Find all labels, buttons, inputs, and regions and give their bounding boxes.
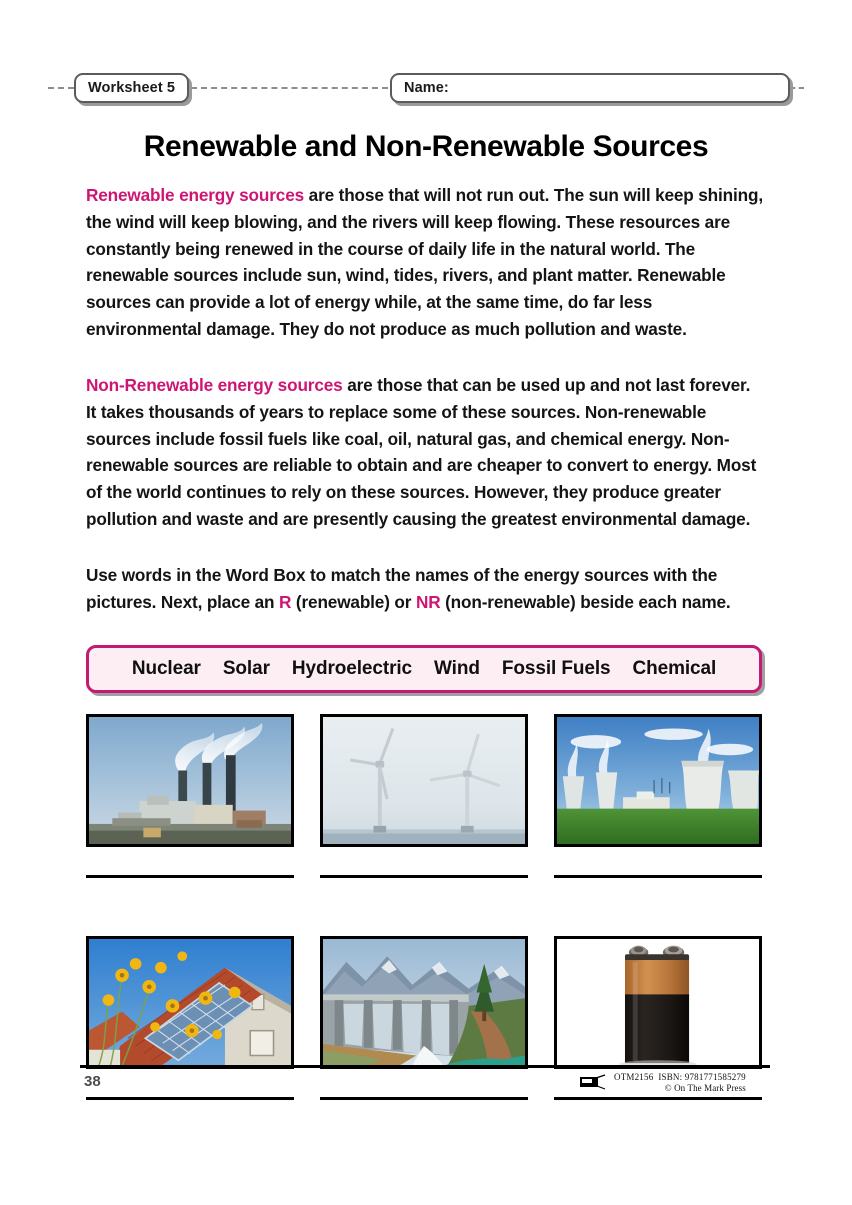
header-dash-right <box>790 87 804 89</box>
name-field-box[interactable] <box>390 73 790 103</box>
word-box <box>86 645 762 693</box>
answer-line-wind-turbines[interactable] <box>320 875 528 878</box>
colophon-text <box>614 1072 746 1094</box>
non-renewable-term: Non-Renewable energy sources <box>86 375 343 395</box>
picture-cell-solar-panels-roof <box>86 936 294 1100</box>
page-title: Renewable and Non-Renewable Sources <box>143 130 709 163</box>
publisher-logo-icon <box>578 1072 606 1090</box>
word-solar: Solar <box>222 658 270 679</box>
isbn: ISBN: 9781771585279 <box>658 1072 746 1082</box>
word-box-words <box>132 658 716 680</box>
code-r: R <box>279 591 292 612</box>
product-code: OTM2156 <box>614 1072 654 1082</box>
answer-line-hydroelectric-dam[interactable] <box>320 1097 528 1100</box>
picture-row-1 <box>86 714 762 878</box>
image-nuclear-cooling-towers <box>554 714 762 847</box>
copyright: © On The Mark Press <box>664 1083 746 1093</box>
colophon-codes <box>614 1072 746 1083</box>
header-dash-middle <box>191 87 388 89</box>
word-wind: Wind <box>434 658 480 679</box>
code-nr: NR <box>415 591 441 612</box>
paragraph-non-renewable <box>86 372 764 533</box>
instructions-part-2: (renewable) or <box>291 591 416 612</box>
instructions-part-3: (non-renewable) beside each name. <box>440 591 731 612</box>
header-dash-left <box>48 87 74 89</box>
renewable-body: are those that will not run out. The sun will keep shining, the wind will keep blowing, and the rivers will keep flowing. These resources are constantly being renewed in the course of daily life in the natural world. The renewable sources include sun, wind, tides, rivers, and plant matter. Renewable sources can provide a lot of energy while, at the same time, do far less environmental damage. They do not produce as much pollution and waste. <box>86 185 763 339</box>
paragraph-renewable <box>86 182 764 343</box>
worksheet-number-box <box>74 73 189 103</box>
picture-cell-wind-turbines <box>320 714 528 878</box>
colophon <box>578 1072 778 1094</box>
image-wind-turbines <box>320 714 528 847</box>
worksheet-label: Worksheet 5 <box>88 80 176 96</box>
word-chemical: Chemical <box>632 658 717 679</box>
answer-line-nuclear-cooling-towers[interactable] <box>554 875 762 878</box>
name-label: Name: <box>404 80 449 96</box>
picture-cell-hydroelectric-dam <box>320 936 528 1100</box>
instructions <box>86 562 764 616</box>
image-coal-power-plant <box>86 714 294 847</box>
image-hydroelectric-dam <box>320 936 528 1069</box>
answer-line-coal-power-plant[interactable] <box>86 875 294 878</box>
picture-cell-coal-power-plant <box>86 714 294 878</box>
page-header <box>48 70 804 106</box>
instructions-part-1: Use words in the Word Box to match the names of the energy sources with the pictures. Next, place an <box>86 565 718 612</box>
non-renewable-body: are those that can be used up and not last forever. It takes thousands of years to replace some of these sources. Non-renewable sources include fossil fuels like coal, oil, natural gas, and chemical energy. Non-renewable sources are reliable to obtain and are cheaper to convert to energy. Most of the world continues to rely on these sources. However, they produce greater pollution and waste and are presently causing the greatest environmental damage. <box>86 375 757 529</box>
word-nuclear: Nuclear <box>131 658 201 679</box>
word-hydroelectric: Hydroelectric <box>291 658 413 679</box>
page-number: 38 <box>84 1073 101 1090</box>
picture-cell-nuclear-cooling-towers <box>554 714 762 878</box>
picture-grid <box>86 714 762 1100</box>
footer-divider <box>80 1065 770 1068</box>
answer-line-solar-panels-roof[interactable] <box>86 1097 294 1100</box>
answer-line-battery[interactable] <box>554 1097 762 1100</box>
image-solar-panels-roof <box>86 936 294 1069</box>
image-battery <box>554 936 762 1069</box>
renewable-term: Renewable energy sources <box>86 185 305 205</box>
word-fossil-fuels: Fossil Fuels <box>501 658 611 679</box>
